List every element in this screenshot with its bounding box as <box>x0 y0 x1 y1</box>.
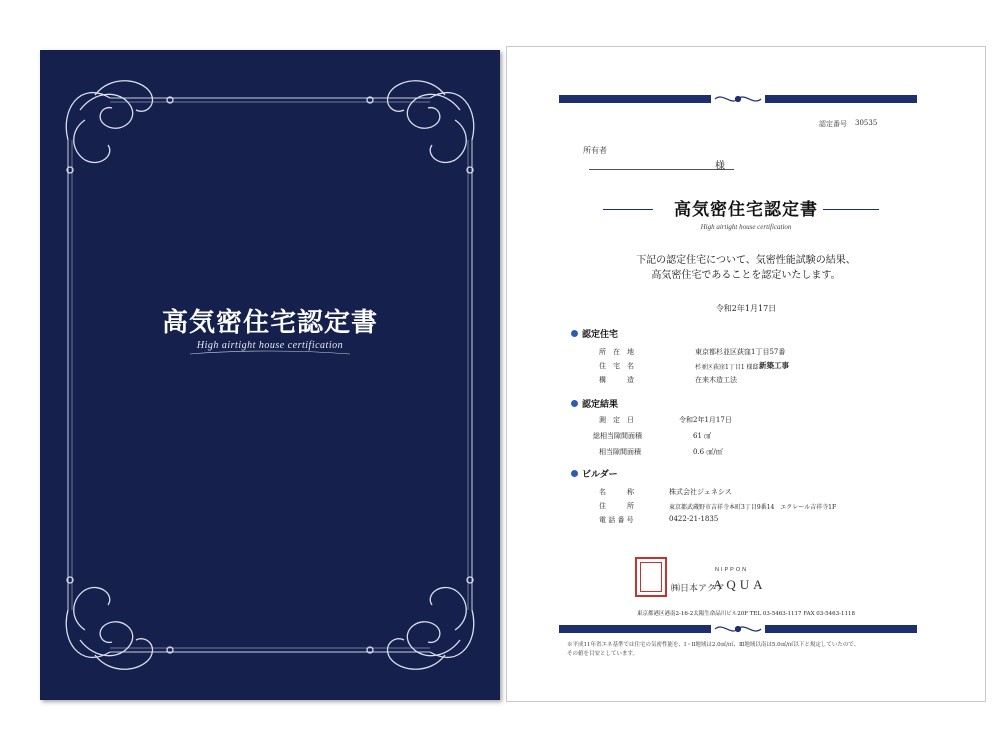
row-label: 住 所 <box>599 502 634 510</box>
cert-number: 30535 <box>855 119 878 127</box>
row-value-small: 杉並区荻窪1丁目1 様邸 <box>695 364 759 371</box>
footnote <box>567 641 927 659</box>
certificate-subtitle: High airtight house certification <box>700 223 792 231</box>
certificate-page <box>506 46 986 702</box>
ornamental-border <box>40 50 500 700</box>
footnote-line-2: その値を目安としています。 <box>567 651 639 657</box>
issuer-logo-aqua: AQUA <box>713 577 767 592</box>
row-label: 住 宅 名 <box>599 362 634 370</box>
row-value: 61 ㎠ <box>693 432 712 440</box>
row-label: 相当隙間面積 <box>599 448 641 456</box>
row-label: 測 定 日 <box>599 416 634 424</box>
issuer-name-jp: ㈱日本アクア <box>671 584 725 594</box>
cert-number-label: 認定番号 <box>819 120 847 128</box>
certificate-cover <box>40 50 500 700</box>
footnote-line-1: ※平成11年省エネ基準では住宅の気密性能を、Ⅰ・Ⅱ地域は2.0㎠/㎡、Ⅲ地域以南は5.0㎠/㎡以下と規定していたので、 <box>567 642 860 648</box>
bullet-icon <box>571 330 578 337</box>
company-seal-icon <box>635 557 667 597</box>
row-label: 所 在 地 <box>599 348 634 356</box>
section-heading: 認定結果 <box>582 400 619 410</box>
row-label: 名 称 <box>599 488 634 496</box>
bullet-icon <box>571 470 578 477</box>
bottom-navy-band <box>559 625 917 633</box>
row-label: 総相当隙間面積 <box>593 432 642 440</box>
statement-line-1: 下記の認定住宅について、気密性能試験の結果、 <box>636 255 856 266</box>
band-ornament-icon <box>711 620 765 638</box>
bullet-icon <box>571 400 578 407</box>
certification-date: 令和2年1月17日 <box>715 304 777 313</box>
cover-title: 高気密住宅認定書 <box>161 308 378 338</box>
row-value: 東京都武蔵野市吉祥寺本町3丁目9番14 エクレール吉祥寺1F <box>669 504 837 511</box>
statement-line-2: 高気密住宅であることを認定いたします。 <box>651 270 841 281</box>
owner-label: 所有者 <box>583 146 607 155</box>
row-value: 令和2年1月17日 <box>679 416 732 424</box>
top-navy-band <box>559 95 917 103</box>
certificate-title: 高気密住宅認定書 <box>674 200 818 220</box>
issuer-logo-nippon: NIPPON <box>715 567 749 573</box>
flourish-top-left <box>66 81 173 173</box>
row-value: 0422-21-1835 <box>669 515 719 523</box>
section-heading: ビルダー <box>582 470 618 480</box>
row-label: 構 造 <box>599 376 634 384</box>
section-builder <box>571 467 618 480</box>
certification-statement <box>507 253 985 283</box>
band-ornament-icon <box>711 90 765 108</box>
section-certified-house <box>571 327 618 340</box>
row-value: 0.6 ㎠/㎡ <box>693 448 723 456</box>
row-value: 在来木造工法 <box>695 376 737 384</box>
owner-name-line <box>589 169 734 170</box>
section-cert-results <box>571 397 618 410</box>
section-heading: 認定住宅 <box>582 330 619 340</box>
issuer-address: 東京都港区港南2-16-2太陽生命品川ビル20F TEL 03-5463-1117 FAX 03-5463-1118 <box>636 611 855 617</box>
row-label: 電 話 番 号 <box>599 516 634 524</box>
owner-honorific: 様 <box>715 161 725 172</box>
row-value: 新築工事 <box>759 361 789 370</box>
row-value: 株式会社ジェネシス <box>669 488 732 496</box>
cover-subtitle: High airtight house certification <box>196 340 344 351</box>
row-value: 東京都杉並区荻窪1丁目57番 <box>695 348 786 356</box>
